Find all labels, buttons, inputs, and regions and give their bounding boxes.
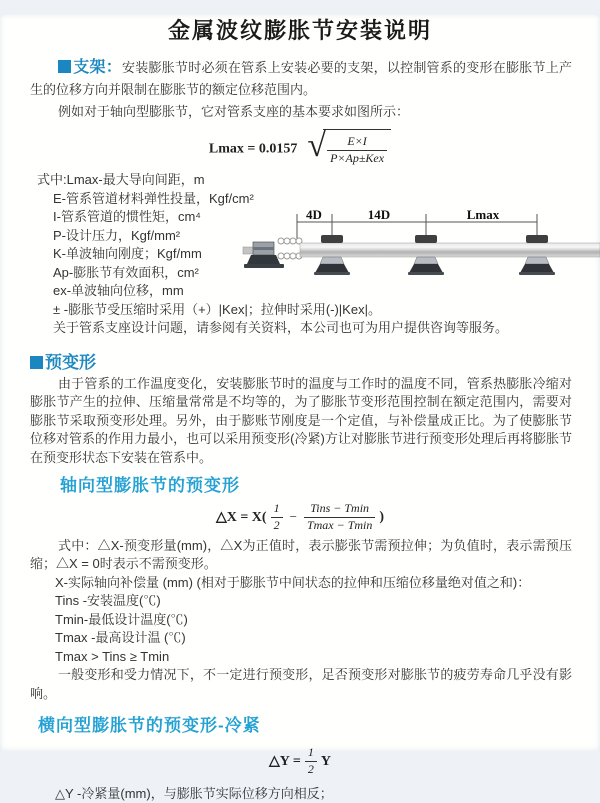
predeform-heading-label: 预变形 [45,352,96,372]
formula2-half-num: 1 [271,502,283,518]
formula2-prefix: △X = X( [215,509,267,525]
formula1-fraction [327,135,387,166]
lateral-predeform-formula [0,746,600,777]
axial-heading: 轴向型膨胀节的预变形 [60,476,240,495]
formula3-den: 2 [307,761,314,776]
document-page [0,14,600,801]
service-note: 关于管系支座设计问题，请参阅有关资料，本公司也可为用户提供咨询等服务。 [53,320,509,335]
formula2-temp-fraction [304,502,375,533]
formula3-suffix: Y [320,754,331,770]
definition-line: E-管系管道材料弹性投量，Kgf/cm² [53,190,254,206]
temp-definition-line: Tmax -最高设计温 (℃) [55,630,186,646]
formula1-denominator: P×Ap±Kex [330,150,385,165]
formula2-temp-num: Tins − Tmin [304,502,375,518]
sqrt-content [323,129,391,169]
section-marker-icon [58,60,71,73]
pipe [300,243,600,257]
temp-definition-line: Tmin-最低设计温度(℃) [55,611,188,627]
lateral-heading: 横向型膨胀节的预变形-冷紧 [38,716,261,736]
dim-label-lmax: Lmax [466,207,500,222]
pipe-support-diagram [243,206,600,296]
axial-x-definition: X-实际轴向补偿量 (mm) (相对于膨胀节中间状态的拉伸和压缩位移量绝对值之和)： [55,574,531,590]
section-marker-icon [30,356,43,369]
definition-line: P-设计压力，Kgf/mm² [53,227,181,243]
definition-line: I-管系管道的惯性矩，cm⁴ [53,209,201,224]
temp-definition-line: Tins -安装温度(℃) [55,593,161,609]
predeform-paragraph: 由于管系的工作温度变化，安装膨胀节时的温度与工作时的温度不同，管系热膨胀冷缩对膨胀节产生的拉伸、压缩量常常是不均等的，为了膨胀节变形范围控制在额定范围内，需要对膨胀节采取预变形处理。另外，由于膨账节刚度是一个定值，与补偿量成正比。为了使膨胀节位移对管系的作用力最小，也可以采用预变形(冷紧)方让对膨胀节进行预变形处理后再将膨胀节在预变形状态下安装在管系中。 [30,375,572,465]
axial-note: 一般变形和受力情况下，不一定进行预变形，足否预变形对膨胀节的疲劳寿命几乎没有影响。 [30,667,572,701]
page-title: 金属波纹膨胀节安装说明 [167,18,432,43]
definition-line: ex-单波轴向位移，mm [53,283,184,298]
support-paragraph [30,57,572,101]
dim-label-14d: 14D [367,207,391,222]
support-heading-label: 支架： [73,59,122,76]
definition-line: Ap-膨胀节有效面积，cm² [53,264,199,280]
bellows-icon [278,238,302,259]
plus-minus-note: ± -膨胀节受压缩时采用（+）|Kex|；拉伸时采用(-)|Kex|。 [53,301,381,317]
formula2-half-den: 2 [273,517,280,532]
guide-spacing-formula [0,129,600,167]
axial-explain: 式中：△X-预变形量(mm)，△X为正值时，表示膨张节需预拉伸；为负值时，表示需预压缩；△X = 0时表示不需预变形。 [30,537,572,572]
support-heading [58,59,122,76]
lateral-note: △Y -冷紧量(mm)，与膨胀节实际位移方向相反； [55,785,333,801]
dim-label-4d: 4D [306,207,322,222]
predeform-heading [30,348,600,373]
pipe-support-diagram-svg [243,206,600,296]
formula3-prefix: △Y = [269,754,301,770]
axial-predeform-formula [0,502,600,533]
formula1-numerator: E×I [327,135,387,151]
minus-operator: − [289,509,297,525]
support-example-line: 例如对于轴向型膨胀节，它对管系支座的基本要求如图所示： [58,104,410,119]
formula2-temp-den: Tmax − Tmin [306,517,373,532]
support-paragraph-text: 安装膨胀节时必须在管系上安装必要的支架，以控制管系的变形在膨胀节上产生的位移方向并限制在膨胀节的额定位移范围内。 [30,60,572,97]
temp-inequality-line: Tmax > Tins ≥ Tmin [55,648,170,664]
definition-line: K-单波轴向刚度；Kgf/mm [53,246,202,261]
formula2-suffix: ) [379,509,385,525]
definition-line: 式中:Lmax-最大导向间距，m [37,172,205,187]
formula3-num: 1 [305,746,317,762]
formula3-fraction [305,746,317,777]
sqrt-expression: √ $\frac{E\times I}{\text{P×Ap±Kex}}$ [307,129,391,169]
formula2-half-fraction [271,502,283,533]
formula1-lhs: Lmax = 0.0157 [208,141,298,157]
